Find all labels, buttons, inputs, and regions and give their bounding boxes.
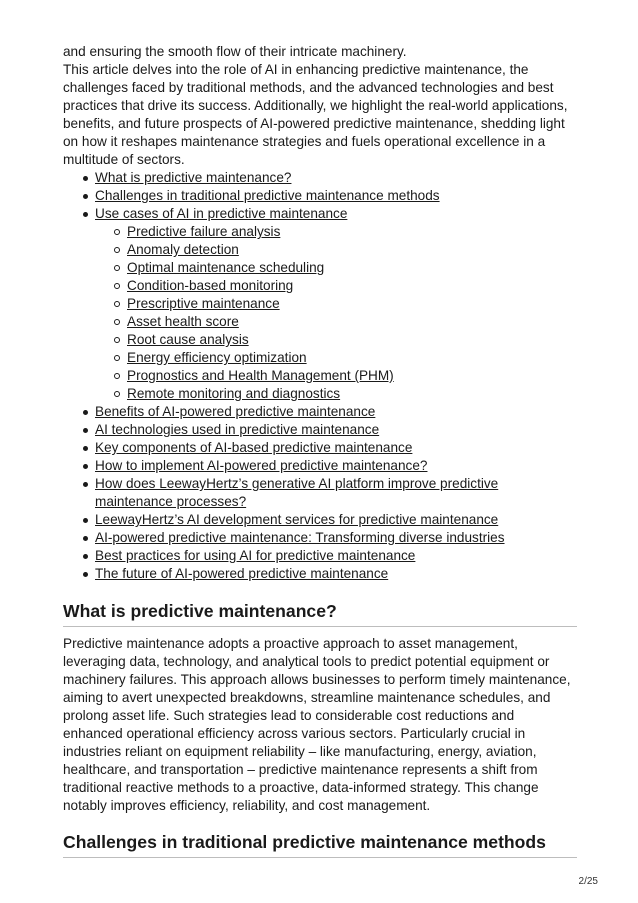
toc-link-remote-monitoring[interactable]: Remote monitoring and diagnostics — [127, 386, 341, 401]
toc-link-how-to-implement[interactable]: How to implement AI-powered predictive maintenance? — [95, 458, 428, 473]
toc-link-best-practices[interactable]: Best practices for using AI for predictive maintenance — [95, 548, 416, 563]
toc-link-what-is-predictive-maintenance[interactable]: What is predictive maintenance? — [95, 170, 292, 185]
toc-link-generative-ai-platform[interactable]: How does LeewayHertz’s generative AI platform improve predictive maintenance processes? — [95, 476, 499, 509]
toc-item — [63, 457, 577, 475]
toc-link-asset-health-score[interactable]: Asset health score — [127, 314, 239, 329]
toc-subitem — [95, 367, 577, 385]
toc-subitem — [95, 349, 577, 367]
toc-subitem — [95, 331, 577, 349]
section-heading-what-is-predictive-maintenance: What is predictive maintenance? — [63, 600, 577, 627]
toc-item — [63, 439, 577, 457]
section-heading-challenges: Challenges in traditional predictive maintenance methods — [63, 831, 577, 858]
toc-link-future[interactable]: The future of AI-powered predictive maintenance — [95, 566, 389, 581]
intro-paragraph-continued: and ensuring the smooth flow of their intricate machinery. — [63, 44, 407, 59]
toc-link-optimal-maintenance-scheduling[interactable]: Optimal maintenance scheduling — [127, 260, 325, 275]
toc-subitem — [95, 223, 577, 241]
toc-subitem — [95, 313, 577, 331]
toc-subitem — [95, 259, 577, 277]
toc-item — [63, 565, 577, 583]
toc-item — [63, 547, 577, 565]
toc-link-predictive-failure-analysis[interactable]: Predictive failure analysis — [127, 224, 281, 239]
toc-link-benefits[interactable]: Benefits of AI-powered predictive maintenance — [95, 404, 376, 419]
toc-link-challenges[interactable]: Challenges in traditional predictive maintenance methods — [95, 188, 440, 203]
toc-sublist-use-cases — [95, 223, 577, 403]
toc-subitem — [95, 241, 577, 259]
toc-link-condition-based-monitoring[interactable]: Condition-based monitoring — [127, 278, 294, 293]
toc-link-key-components[interactable]: Key components of AI-based predictive maintenance — [95, 440, 413, 455]
table-of-contents — [63, 169, 577, 583]
toc-link-phm[interactable]: Prognostics and Health Management (PHM) — [127, 368, 394, 383]
toc-item — [63, 169, 577, 187]
toc-link-energy-efficiency-optimization[interactable]: Energy efficiency optimization — [127, 350, 307, 365]
document-page — [63, 43, 577, 858]
page-number: 2/25 — [578, 876, 598, 887]
toc-item — [63, 187, 577, 205]
toc-link-development-services[interactable]: LeewayHertz’s AI development services for predictive maintenance — [95, 512, 499, 527]
toc-item — [63, 403, 577, 421]
toc-subitem — [95, 385, 577, 403]
toc-item — [63, 205, 577, 403]
toc-link-prescriptive-maintenance[interactable]: Prescriptive maintenance — [127, 296, 280, 311]
section-body-what-is-predictive-maintenance: Predictive maintenance adopts a proactive approach to asset management, leveraging data, technology, and analytical tools to predict potential equipment or machinery failures. This approach allows businesses to perform timely maintenance, aiming to avert unexpected breakdowns, streamline maintenance schedules, and prolong asset life. Such strategies lead to considerable cost reductions and enhanced operational efficiency across various sectors. Particularly crucial in industries reliant on equipment reliability – like manufacturing, energy, aviation, healthcare, and transportation – predictive maintenance represents a shift from traditional reactive methods to a proactive, data-informed strategy. This change notably improves efficiency, reliability, and cost management. — [63, 636, 571, 813]
toc-link-ai-technologies[interactable]: AI technologies used in predictive maintenance — [95, 422, 380, 437]
intro-paragraph: This article delves into the role of AI in enhancing predictive maintenance, the challenges faced by traditional methods, and the advanced technologies and best practices that drive its success. Additionally, we highlight the real-world applications, benefits, and future prospects of AI-powered predictive maintenance, shedding light on how it reshapes maintenance strategies and fuels operational excellence in a multitude of sectors. — [63, 62, 568, 167]
toc-subitem — [95, 295, 577, 313]
toc-subitem — [95, 277, 577, 295]
toc-link-use-cases[interactable]: Use cases of AI in predictive maintenance — [95, 206, 348, 221]
toc-link-root-cause-analysis[interactable]: Root cause analysis — [127, 332, 249, 347]
toc-item — [63, 529, 577, 547]
toc-item — [63, 475, 577, 511]
toc-link-diverse-industries[interactable]: AI-powered predictive maintenance: Transforming diverse industries — [95, 530, 505, 545]
toc-item — [63, 421, 577, 439]
toc-link-anomaly-detection[interactable]: Anomaly detection — [127, 242, 239, 257]
toc-item — [63, 511, 577, 529]
